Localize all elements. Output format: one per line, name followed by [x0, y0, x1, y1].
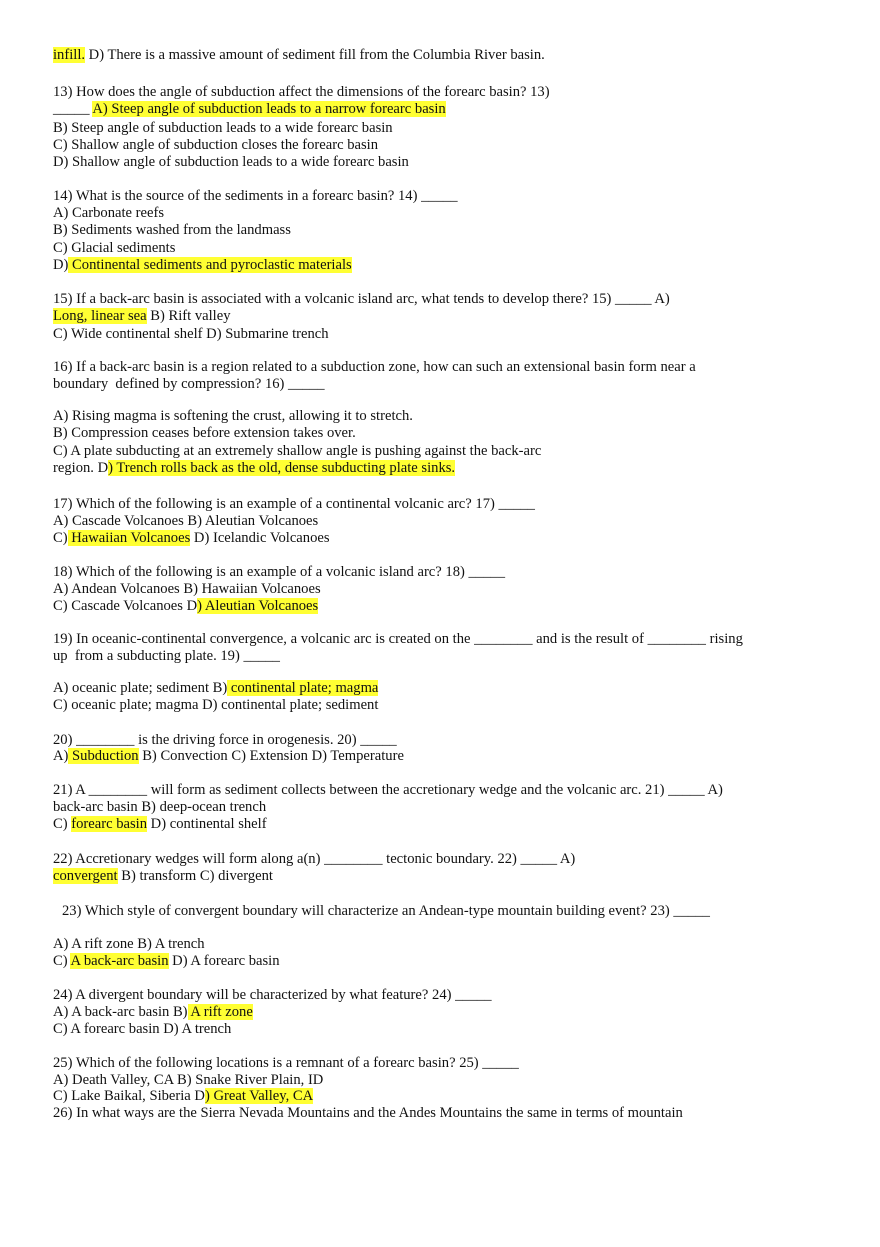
- text-line: [53, 697, 378, 714]
- text-segment: 20) ________ is the driving force in orogenesis. 20) _____: [53, 732, 397, 748]
- highlighted-answer: Subduction: [68, 748, 139, 764]
- highlighted-answer: infill.: [53, 47, 86, 63]
- text-segment: D) A forearc basin: [168, 953, 280, 969]
- highlighted-answer: A) Steep angle of subduction leads to a narrow forearc basin: [92, 101, 446, 117]
- highlighted-answer: Hawaiian Volcanoes: [67, 530, 191, 546]
- text-segment: 13) How does the angle of subduction affect the dimensions of the forearc basin? 13): [53, 84, 550, 100]
- text-segment: 19) In oceanic-continental convergence, a volcanic arc is created on the ________ and is the result of ________ rising: [53, 631, 743, 647]
- text-line: [53, 443, 541, 460]
- text-segment: C): [53, 816, 72, 832]
- highlighted-answer: convergent: [53, 868, 118, 884]
- text-line: [53, 816, 267, 833]
- text-segment: C) Cascade Volcanoes D: [53, 598, 198, 614]
- text-segment: C): [53, 953, 71, 969]
- text-line: [53, 222, 291, 239]
- text-segment: 23) Which style of convergent boundary will characterize an Andean-type mountain building event? 23) _____: [62, 903, 710, 919]
- text-line: [53, 1055, 519, 1072]
- text-line: [53, 1088, 313, 1105]
- text-line: [53, 581, 321, 598]
- text-line: [53, 868, 273, 885]
- text-segment: D): [53, 257, 69, 273]
- text-segment: C) Lake Baikal, Siberia D: [53, 1088, 205, 1104]
- text-line: [53, 240, 175, 257]
- text-line: [53, 496, 535, 513]
- text-segment: D) continental shelf: [147, 816, 267, 832]
- text-line: [53, 425, 356, 442]
- text-line: [53, 1072, 323, 1089]
- text-segment: D) Icelandic Volcanoes: [190, 530, 330, 546]
- text-segment: A) Rising magma is softening the crust, allowing it to stretch.: [53, 408, 413, 424]
- highlighted-answer: continental plate; magma: [227, 680, 379, 696]
- text-segment: C) oceanic plate; magma D) continental plate; sediment: [53, 697, 379, 713]
- text-segment: A) Cascade Volcanoes B) Aleutian Volcanoes: [53, 513, 319, 529]
- text-segment: A) Andean Volcanoes B) Hawaiian Volcanoes: [53, 581, 321, 597]
- text-line: [53, 120, 393, 137]
- text-segment: A) A rift zone B) A trench: [53, 936, 205, 952]
- highlighted-answer: ) Great Valley, CA: [204, 1088, 314, 1104]
- text-line: [53, 205, 164, 222]
- text-segment: A) Carbonate reefs: [53, 205, 165, 221]
- highlighted-answer: ) Trench rolls back as the old, dense subducting plate sinks.: [108, 460, 456, 476]
- text-line: [53, 851, 575, 868]
- text-segment: 15) If a back-arc basin is associated with a volcanic island arc, what tends to develop there? 15) _____ A): [53, 291, 670, 307]
- text-line: [53, 326, 329, 343]
- text-line: [53, 137, 378, 154]
- text-line: [53, 408, 413, 425]
- text-segment: 16) If a back-arc basin is a region related to a subduction zone, how can such an extensional basin form near a: [53, 359, 696, 375]
- text-line: [53, 1021, 231, 1038]
- text-line: [53, 598, 318, 615]
- text-segment: B) Compression ceases before extension takes over.: [53, 425, 356, 441]
- highlighted-answer: A rift zone: [187, 1004, 253, 1020]
- text-segment: B) Sediments washed from the landmass: [53, 222, 291, 238]
- text-segment: A) A back-arc basin B): [53, 1004, 188, 1020]
- text-segment: C) A forearc basin D) A trench: [53, 1021, 232, 1037]
- text-segment: C): [53, 530, 68, 546]
- text-segment: A) Death Valley, CA B) Snake River Plain, ID: [53, 1072, 324, 1088]
- text-line: [53, 648, 280, 665]
- text-segment: boundary defined by compression? 16) _____: [53, 376, 325, 392]
- text-segment: back-arc basin B) deep-ocean trench: [53, 799, 267, 815]
- text-segment: C) Shallow angle of subduction closes the forearc basin: [53, 137, 379, 153]
- text-line: [53, 936, 205, 953]
- text-segment: 26) In what ways are the Sierra Nevada Mountains and the Andes Mountains the same in terms of mountain: [53, 1105, 683, 1121]
- text-line: [53, 101, 446, 118]
- text-line: [53, 631, 743, 648]
- text-line: [53, 987, 492, 1004]
- text-line: [53, 1105, 683, 1122]
- text-segment: 24) A divergent boundary will be characterized by what feature? 24) _____: [53, 987, 492, 1003]
- text-line: [53, 257, 352, 274]
- text-line: [53, 291, 670, 308]
- text-line: [53, 1004, 253, 1021]
- text-line: [53, 376, 325, 393]
- text-segment: C) Wide continental shelf D) Submarine trench: [53, 326, 329, 342]
- text-segment: 17) Which of the following is an example of a continental volcanic arc? 17) _____: [53, 496, 535, 512]
- text-segment: 18) Which of the following is an example of a volcanic island arc? 18) _____: [53, 564, 505, 580]
- text-segment: B) Rift valley: [146, 308, 231, 324]
- text-line: [53, 732, 397, 749]
- text-line: [53, 530, 330, 547]
- text-segment: A): [53, 748, 69, 764]
- highlighted-answer: ) Aleutian Volcanoes: [197, 598, 319, 614]
- text-segment: region. D: [53, 460, 109, 476]
- text-segment: A) oceanic plate; sediment B): [53, 680, 228, 696]
- text-line: [53, 799, 266, 816]
- text-line: [53, 460, 455, 477]
- text-line: [53, 84, 550, 101]
- text-segment: 25) Which of the following locations is a remnant of a forearc basin? 25) _____: [53, 1055, 519, 1071]
- highlighted-answer: Continental sediments and pyroclastic materials: [68, 257, 352, 273]
- text-segment: B) Convection C) Extension D) Temperature: [138, 748, 404, 764]
- text-segment: D) There is a massive amount of sediment fill from the Columbia River basin.: [85, 47, 545, 63]
- text-line: [53, 359, 696, 376]
- text-segment: B) transform C) divergent: [117, 868, 273, 884]
- highlighted-answer: A back-arc basin: [70, 953, 169, 969]
- text-line: [53, 748, 404, 765]
- text-line: [53, 188, 458, 205]
- text-segment: 21) A ________ will form as sediment collects between the accretionary wedge and the volcanic arc. 21) _____ A): [53, 782, 723, 798]
- highlighted-answer: forearc basin: [71, 816, 148, 832]
- text-segment: B) Steep angle of subduction leads to a wide forearc basin: [53, 120, 393, 136]
- text-segment: C) Glacial sediments: [53, 240, 176, 256]
- text-line: [53, 513, 318, 530]
- text-line: [62, 903, 710, 920]
- highlighted-answer: Long, linear sea: [53, 308, 147, 324]
- text-line: [53, 154, 409, 171]
- text-segment: up from a subducting plate. 19) _____: [53, 648, 280, 664]
- text-segment: 14) What is the source of the sediments in a forearc basin? 14) _____: [53, 188, 458, 204]
- text-line: [53, 953, 280, 970]
- text-segment: C) A plate subducting at an extremely shallow angle is pushing against the back-arc: [53, 443, 542, 459]
- text-line: [53, 782, 723, 799]
- text-segment: 22) Accretionary wedges will form along a(n) ________ tectonic boundary. 22) _____ A): [53, 851, 576, 867]
- text-line: [53, 47, 545, 64]
- text-line: [53, 564, 505, 581]
- text-segment: _____: [53, 101, 93, 117]
- text-line: [53, 680, 378, 697]
- text-line: [53, 308, 231, 325]
- text-segment: D) Shallow angle of subduction leads to a wide forearc basin: [53, 154, 409, 170]
